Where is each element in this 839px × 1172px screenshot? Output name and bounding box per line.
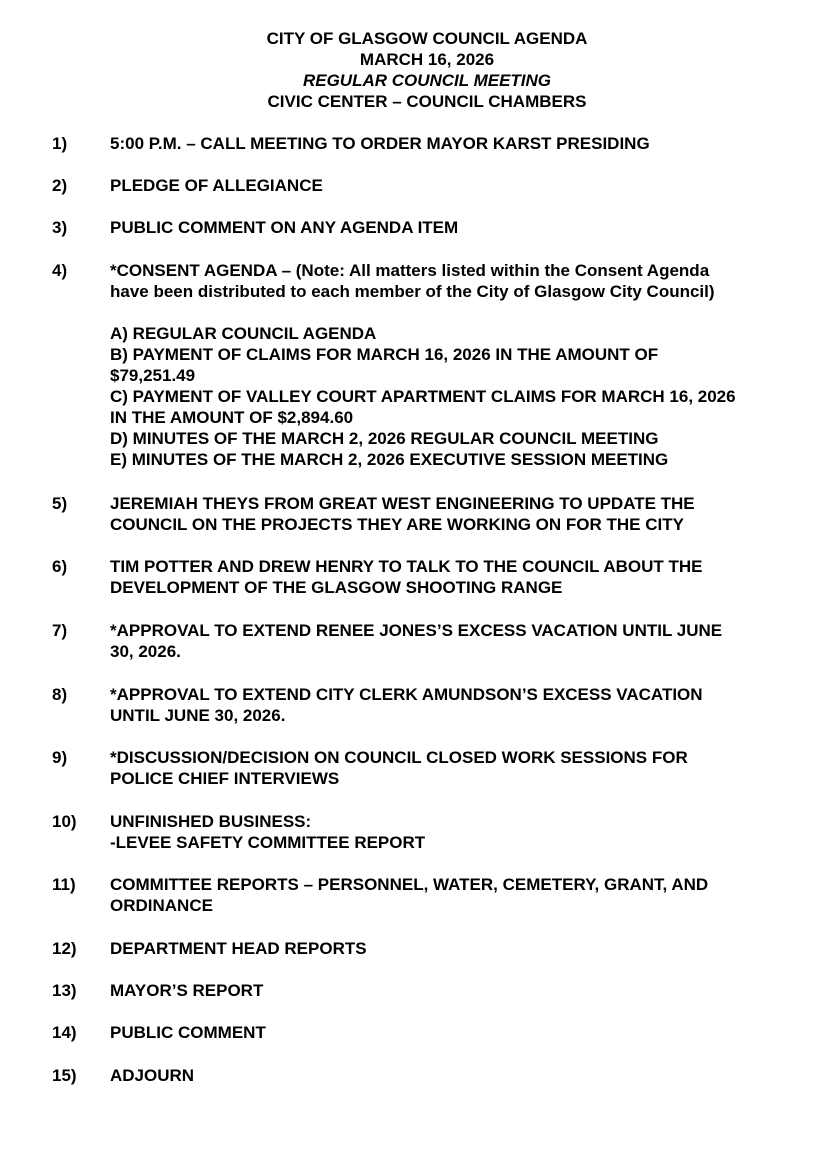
- item-text: [110, 493, 810, 535]
- item-text: [110, 260, 810, 302]
- consent-subitem-b-amount: $79,251.49: [110, 366, 196, 385]
- item-line: have been distributed to each member of the City of Glasgow City Council): [110, 282, 715, 301]
- item-line: *APPROVAL TO EXTEND CITY CLERK AMUNDSON’S EXCESS VACATION: [110, 685, 703, 704]
- item-number: 7): [52, 621, 68, 640]
- item-number: 3): [52, 218, 68, 237]
- item-line: ORDINANCE: [110, 896, 213, 915]
- consent-subitem-a: A) REGULAR COUNCIL AGENDA: [110, 324, 377, 343]
- item-text: [110, 217, 810, 238]
- item-line: PUBLIC COMMENT ON ANY AGENDA ITEM: [110, 218, 459, 237]
- consent-subitem-e: E) MINUTES OF THE MARCH 2, 2026 EXECUTIVE SESSION MEETING: [110, 450, 669, 469]
- item-number: 11): [52, 875, 76, 894]
- consent-subitem-b: B) PAYMENT OF CLAIMS FOR MARCH 16, 2026 IN THE AMOUNT OF: [110, 345, 659, 364]
- item-line: *APPROVAL TO EXTEND RENEE JONES’S EXCESS VACATION UNTIL JUNE: [110, 621, 723, 640]
- item-line: PLEDGE OF ALLEGIANCE: [110, 176, 323, 195]
- item-text: [110, 938, 810, 959]
- consent-subitem-c-amount: IN THE AMOUNT OF $2,894.60: [110, 408, 354, 427]
- item-line: UNFINISHED BUSINESS:: [110, 812, 312, 831]
- header-location: CIVIC CENTER – COUNCIL CHAMBERS: [267, 92, 587, 111]
- item-text: [110, 1022, 810, 1043]
- item-line: DEPARTMENT HEAD REPORTS: [110, 939, 367, 958]
- item-number: 12): [52, 939, 77, 958]
- item-number: 14): [52, 1023, 77, 1042]
- item-line: DEVELOPMENT OF THE GLASGOW SHOOTING RANGE: [110, 578, 563, 597]
- item-line: COMMITTEE REPORTS – PERSONNEL, WATER, CEMETERY, GRANT, AND: [110, 875, 709, 894]
- header-meeting-type: REGULAR COUNCIL MEETING: [302, 71, 552, 90]
- consent-subitem-d: D) MINUTES OF THE MARCH 2, 2026 REGULAR COUNCIL MEETING: [110, 429, 659, 448]
- item-line: *DISCUSSION/DECISION ON COUNCIL CLOSED WORK SESSIONS FOR: [110, 748, 688, 767]
- item-text: [110, 874, 810, 916]
- item-text: [110, 747, 810, 789]
- item-number: 9): [52, 748, 68, 767]
- item-line: TIM POTTER AND DREW HENRY TO TALK TO THE COUNCIL ABOUT THE: [110, 557, 703, 576]
- item-text: [110, 556, 810, 598]
- item-text: [110, 175, 810, 196]
- item-text: [110, 1065, 810, 1086]
- item-number: 2): [52, 176, 68, 195]
- consent-subitems: [110, 323, 830, 470]
- item-text: [110, 811, 810, 853]
- item-line: COUNCIL ON THE PROJECTS THEY ARE WORKING ON FOR THE CITY: [110, 515, 684, 534]
- item-line: 30, 2026.: [110, 642, 181, 661]
- item-line: JEREMIAH THEYS FROM GREAT WEST ENGINEERING TO UPDATE THE: [110, 494, 695, 513]
- item-number: 4): [52, 261, 68, 280]
- item-number: 6): [52, 557, 68, 576]
- item-line: MAYOR’S REPORT: [110, 981, 264, 1000]
- item-number: 8): [52, 685, 68, 704]
- item-line: ADJOURN: [110, 1066, 195, 1085]
- item-text: [110, 620, 810, 662]
- item-number: 1): [52, 134, 68, 153]
- header-date: MARCH 16, 2026: [359, 50, 495, 69]
- item-line: -LEVEE SAFETY COMMITTEE REPORT: [110, 833, 426, 852]
- item-line: *CONSENT AGENDA – (Note: All matters listed within the Consent Agenda: [110, 261, 710, 280]
- item-line: 5:00 P.M. – CALL MEETING TO ORDER MAYOR KARST PRESIDING: [110, 134, 650, 153]
- item-number: 10): [52, 812, 77, 831]
- item-text: [110, 133, 810, 154]
- header-title: CITY OF GLASGOW COUNCIL AGENDA: [266, 29, 588, 48]
- item-text: [110, 684, 810, 726]
- item-line: PUBLIC COMMENT: [110, 1023, 266, 1042]
- item-number: 5): [52, 494, 68, 513]
- consent-subitem-c: C) PAYMENT OF VALLEY COURT APARTMENT CLAIMS FOR MARCH 16, 2026: [110, 387, 736, 406]
- item-line: POLICE CHIEF INTERVIEWS: [110, 769, 340, 788]
- item-number: 15): [52, 1066, 77, 1085]
- item-number: 13): [52, 981, 77, 1000]
- item-text: [110, 980, 810, 1001]
- item-line: UNTIL JUNE 30, 2026.: [110, 706, 286, 725]
